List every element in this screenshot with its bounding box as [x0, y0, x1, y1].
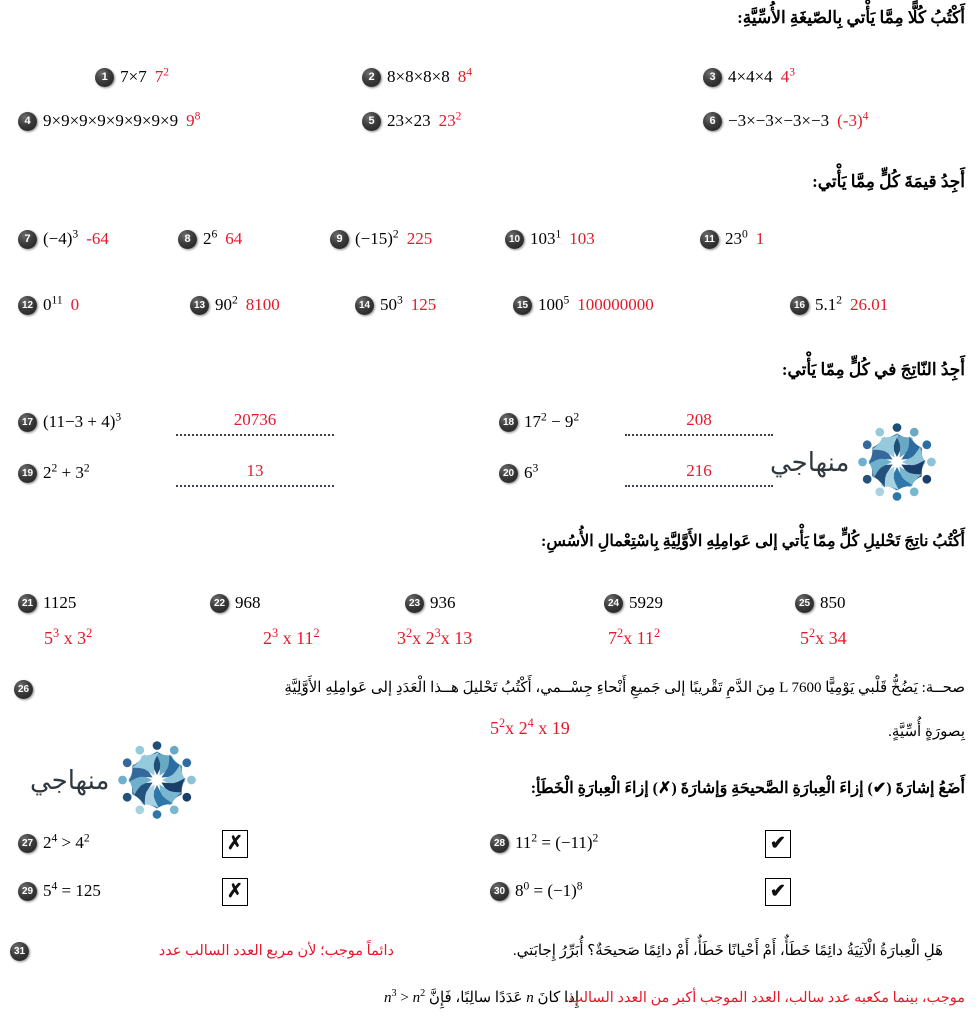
answer-value: 125: [410, 295, 437, 315]
question-expression: $0^{11}$: [43, 293, 63, 315]
question-number: 4: [18, 112, 37, 131]
manhaji-logo-icon: [115, 738, 199, 822]
question-number: 28: [490, 834, 509, 853]
question-31-answer-line1: دائماً موجب؛ لأن مربع العدد السالب عدد: [158, 943, 394, 959]
question-value: 936: [430, 593, 456, 613]
question-expression: −3×−3×−3×−3: [728, 111, 830, 131]
question-expression: $(11-3 + 4)^3$: [43, 410, 122, 432]
question-number: 1: [95, 68, 114, 87]
question-number: 29: [18, 882, 37, 901]
question-26-number: [14, 678, 33, 699]
question-value: 968: [235, 593, 261, 613]
question-number: 10: [505, 230, 524, 249]
question-4: [18, 110, 200, 131]
question-number: 31: [10, 942, 29, 961]
question-22: [210, 592, 261, 613]
question-13: [190, 294, 280, 315]
manhaji-logo-bottom: [30, 738, 199, 822]
question-3: [703, 66, 795, 87]
answer-factorization-26: $5^2x$ $2^4$ x 19: [490, 716, 570, 738]
question-16: [790, 294, 888, 315]
answer-value: 0: [70, 295, 80, 315]
question-number: 17: [18, 413, 37, 432]
question-number: 15: [513, 296, 532, 315]
question-9: [330, 228, 432, 249]
question-24: [604, 592, 663, 613]
question-15: [513, 294, 654, 315]
question-expression: $2^2 + 3^2$: [43, 461, 90, 483]
question-26-line1: صحــة: يَضُخُّ قَلْبي يَوْمِيًّا L 7600 مِنَ الدَّمِ تَقْريبًا إلى جَميعِ أَنْحاءِ جِسْــمي، أَكْتُبُ تَحْليلَ هــذا الْعَدَدِ إلى عَوامِلِهِ الأَوَّلِيَّةِ: [284, 680, 965, 696]
manhaji-logo-top: [770, 420, 939, 504]
question-31-line1: هَلِ الْعِبارَةُ الْآتِيَةُ دائِمًا خَطَأٌ، أَمْ أَحْيانًا خَطَأٌ، أَمْ دائِمًا صَحيحَةٌ؟ أُبَرِّرُ إِجابَتي.: [512, 943, 943, 959]
section-heading-true-false: أَضَعُ إشارَةَ (✔) إزاءَ الْعِبارَةِ الصَّحيحَةِ وَإشارَةَ (✗) إزاءَ الْعِبارَةِ الْخَطَأِ:: [530, 780, 965, 797]
question-expression: $2^4 > 4^2$: [43, 831, 90, 853]
question-number: 3: [703, 68, 722, 87]
answer-value-18: 208: [686, 410, 712, 429]
question-7: [18, 228, 109, 249]
question-number: 13: [190, 296, 209, 315]
question-17: [18, 411, 121, 432]
question-number: 20: [499, 464, 518, 483]
answer-box-27[interactable]: ✗: [222, 830, 248, 858]
answer-factorization-22: $2^3$ x $11^2$: [263, 626, 320, 648]
question-number: 30: [490, 882, 509, 901]
answer-value: $7^2$: [154, 65, 169, 87]
section-heading-find-value: أَجِدُ قيمَةَ كُلٍّ مِمَّا يَأْتي:: [812, 172, 965, 191]
section-heading-prime-factorization: أَكْتُبُ ناتِجَ تَحْليلِ كُلٍّ مِمّا يَأْتي إلى عَوامِلِهِ الأَوَّلِيَّةِ بِاسْتِعْمالِ الأُسُسِ:: [541, 533, 965, 550]
question-expression: $90^2$: [215, 293, 238, 315]
question-25: [795, 592, 846, 613]
answer-value: 26.01: [850, 295, 889, 315]
logo-text: منهاجي: [770, 446, 850, 477]
section-heading-find-result: أَجِدُ النّاتِجَ في كُلٍّ مِمّا يَأْتي:: [781, 360, 965, 379]
answer-box-29[interactable]: ✗: [222, 878, 248, 906]
question-number: 9: [330, 230, 349, 249]
question-expression: $23^0$: [725, 227, 748, 249]
question-expression: 9×9×9×9×9×9×9×9: [43, 111, 179, 131]
question-28: [490, 832, 598, 853]
question-number: 5: [362, 112, 381, 131]
question-31-line2: إِذا كانَ n عَدَدًا سالِبًا، فَإِنَّ $n^3 > n^2$: [384, 988, 579, 1006]
question-number: 2: [362, 68, 381, 87]
answer-blank-19[interactable]: [176, 484, 334, 487]
answer-factorization-23: $3^2x$ $2^3x$ 13: [397, 626, 473, 648]
question-value: 5929: [629, 593, 663, 613]
question-expression: $(-15)^2$: [355, 227, 399, 249]
answer-value: 8100: [245, 295, 280, 315]
question-6: [703, 110, 868, 131]
question-number: 26: [14, 680, 33, 699]
question-number: 21: [18, 594, 37, 613]
question-expression: $100^5$: [538, 293, 570, 315]
answer-value: 1: [755, 229, 765, 249]
question-expression: $(-4)^3$: [43, 227, 79, 249]
logo-text: منهاجي: [30, 764, 110, 795]
question-value: 850: [820, 593, 846, 613]
question-expression: 8×8×8×8: [387, 67, 450, 87]
answer-box-30[interactable]: ✔: [765, 878, 791, 906]
question-expression: $5.1^2$: [815, 293, 843, 315]
question-number: 23: [405, 594, 424, 613]
answer-factorization-24: $7^2x$ $11^2$: [608, 626, 661, 648]
question-number: 12: [18, 296, 37, 315]
question-expression: $2^6$: [203, 227, 218, 249]
question-number: 16: [790, 296, 809, 315]
question-30: [490, 880, 583, 901]
question-number: 14: [355, 296, 374, 315]
answer-value: $23^2$: [438, 109, 462, 131]
question-10: [505, 228, 595, 249]
answer-value: 64: [225, 229, 243, 249]
question-number: 19: [18, 464, 37, 483]
question-27: [18, 832, 90, 853]
question-number: 11: [700, 230, 719, 249]
question-number: 25: [795, 594, 814, 613]
answer-box-28[interactable]: ✔: [765, 830, 791, 858]
question-14: [355, 294, 436, 315]
question-29: [18, 880, 101, 901]
question-31-number: [10, 940, 29, 961]
question-18: [499, 411, 579, 432]
answer-blank-18[interactable]: [625, 433, 773, 436]
answer-value: 225: [406, 229, 433, 249]
answer-value: -64: [86, 229, 109, 249]
section-heading-exponential-form: أَكْتُبُ كُلًّا مِمَّا يَأْتي بِالصّيغَةِ الأُسِّيَّةِ:: [737, 8, 965, 27]
question-expression: $5^4 = 125$: [43, 879, 101, 901]
answer-value-17: 20736: [233, 410, 277, 429]
answer-value: $9^8$: [186, 109, 201, 131]
answer-blank-17[interactable]: [176, 433, 334, 436]
answer-blank-20[interactable]: [625, 484, 773, 487]
question-5: [362, 110, 461, 131]
question-21: [18, 592, 76, 613]
answer-value: 103: [569, 229, 595, 249]
question-19: [18, 462, 90, 483]
question-expression: 7×7: [120, 67, 147, 87]
question-expression: 4×4×4: [728, 67, 773, 87]
question-expression: $50^3$: [380, 293, 403, 315]
question-20: [499, 462, 538, 483]
question-8: [178, 228, 242, 249]
answer-value: 100000000: [577, 295, 654, 315]
question-number: 7: [18, 230, 37, 249]
answer-value-19: 13: [246, 461, 264, 480]
question-11: [700, 228, 764, 249]
question-number: 24: [604, 594, 623, 613]
question-number: 22: [210, 594, 229, 613]
question-expression: $8^0 = (-1)^8$: [515, 879, 583, 901]
question-number: 27: [18, 834, 37, 853]
question-2: [362, 66, 472, 87]
answer-value: $(-3)^4$: [837, 109, 869, 131]
question-31-answer-line2: موجب، بينما مكعبه عدد سالب، العدد الموجب أكبر من العدد السالب.: [565, 990, 965, 1006]
question-number: 8: [178, 230, 197, 249]
question-number: 6: [703, 112, 722, 131]
answer-value: $8^4$: [457, 65, 473, 87]
answer-factorization-25: $5^2x$ 34: [800, 626, 847, 648]
question-value: 1125: [43, 593, 77, 613]
question-26-line2: بِصورَةٍ أُسِّيَّةٍ.: [888, 724, 965, 740]
question-expression: $17^2 - 9^2$: [524, 410, 580, 432]
question-23: [405, 592, 456, 613]
question-number: 18: [499, 413, 518, 432]
question-12: [18, 294, 79, 315]
answer-value-20: 216: [686, 461, 712, 480]
question-1: [95, 66, 169, 87]
question-expression: $11^2 = (-11)^2$: [515, 831, 599, 853]
manhaji-logo-icon: [855, 420, 939, 504]
answer-factorization-21: $5^3$ x $3^2$: [44, 626, 93, 648]
answer-value: $4^3$: [780, 65, 795, 87]
question-expression: 23×23: [387, 111, 431, 131]
question-expression: $6^3$: [524, 461, 539, 483]
question-expression: $103^1$: [530, 227, 562, 249]
